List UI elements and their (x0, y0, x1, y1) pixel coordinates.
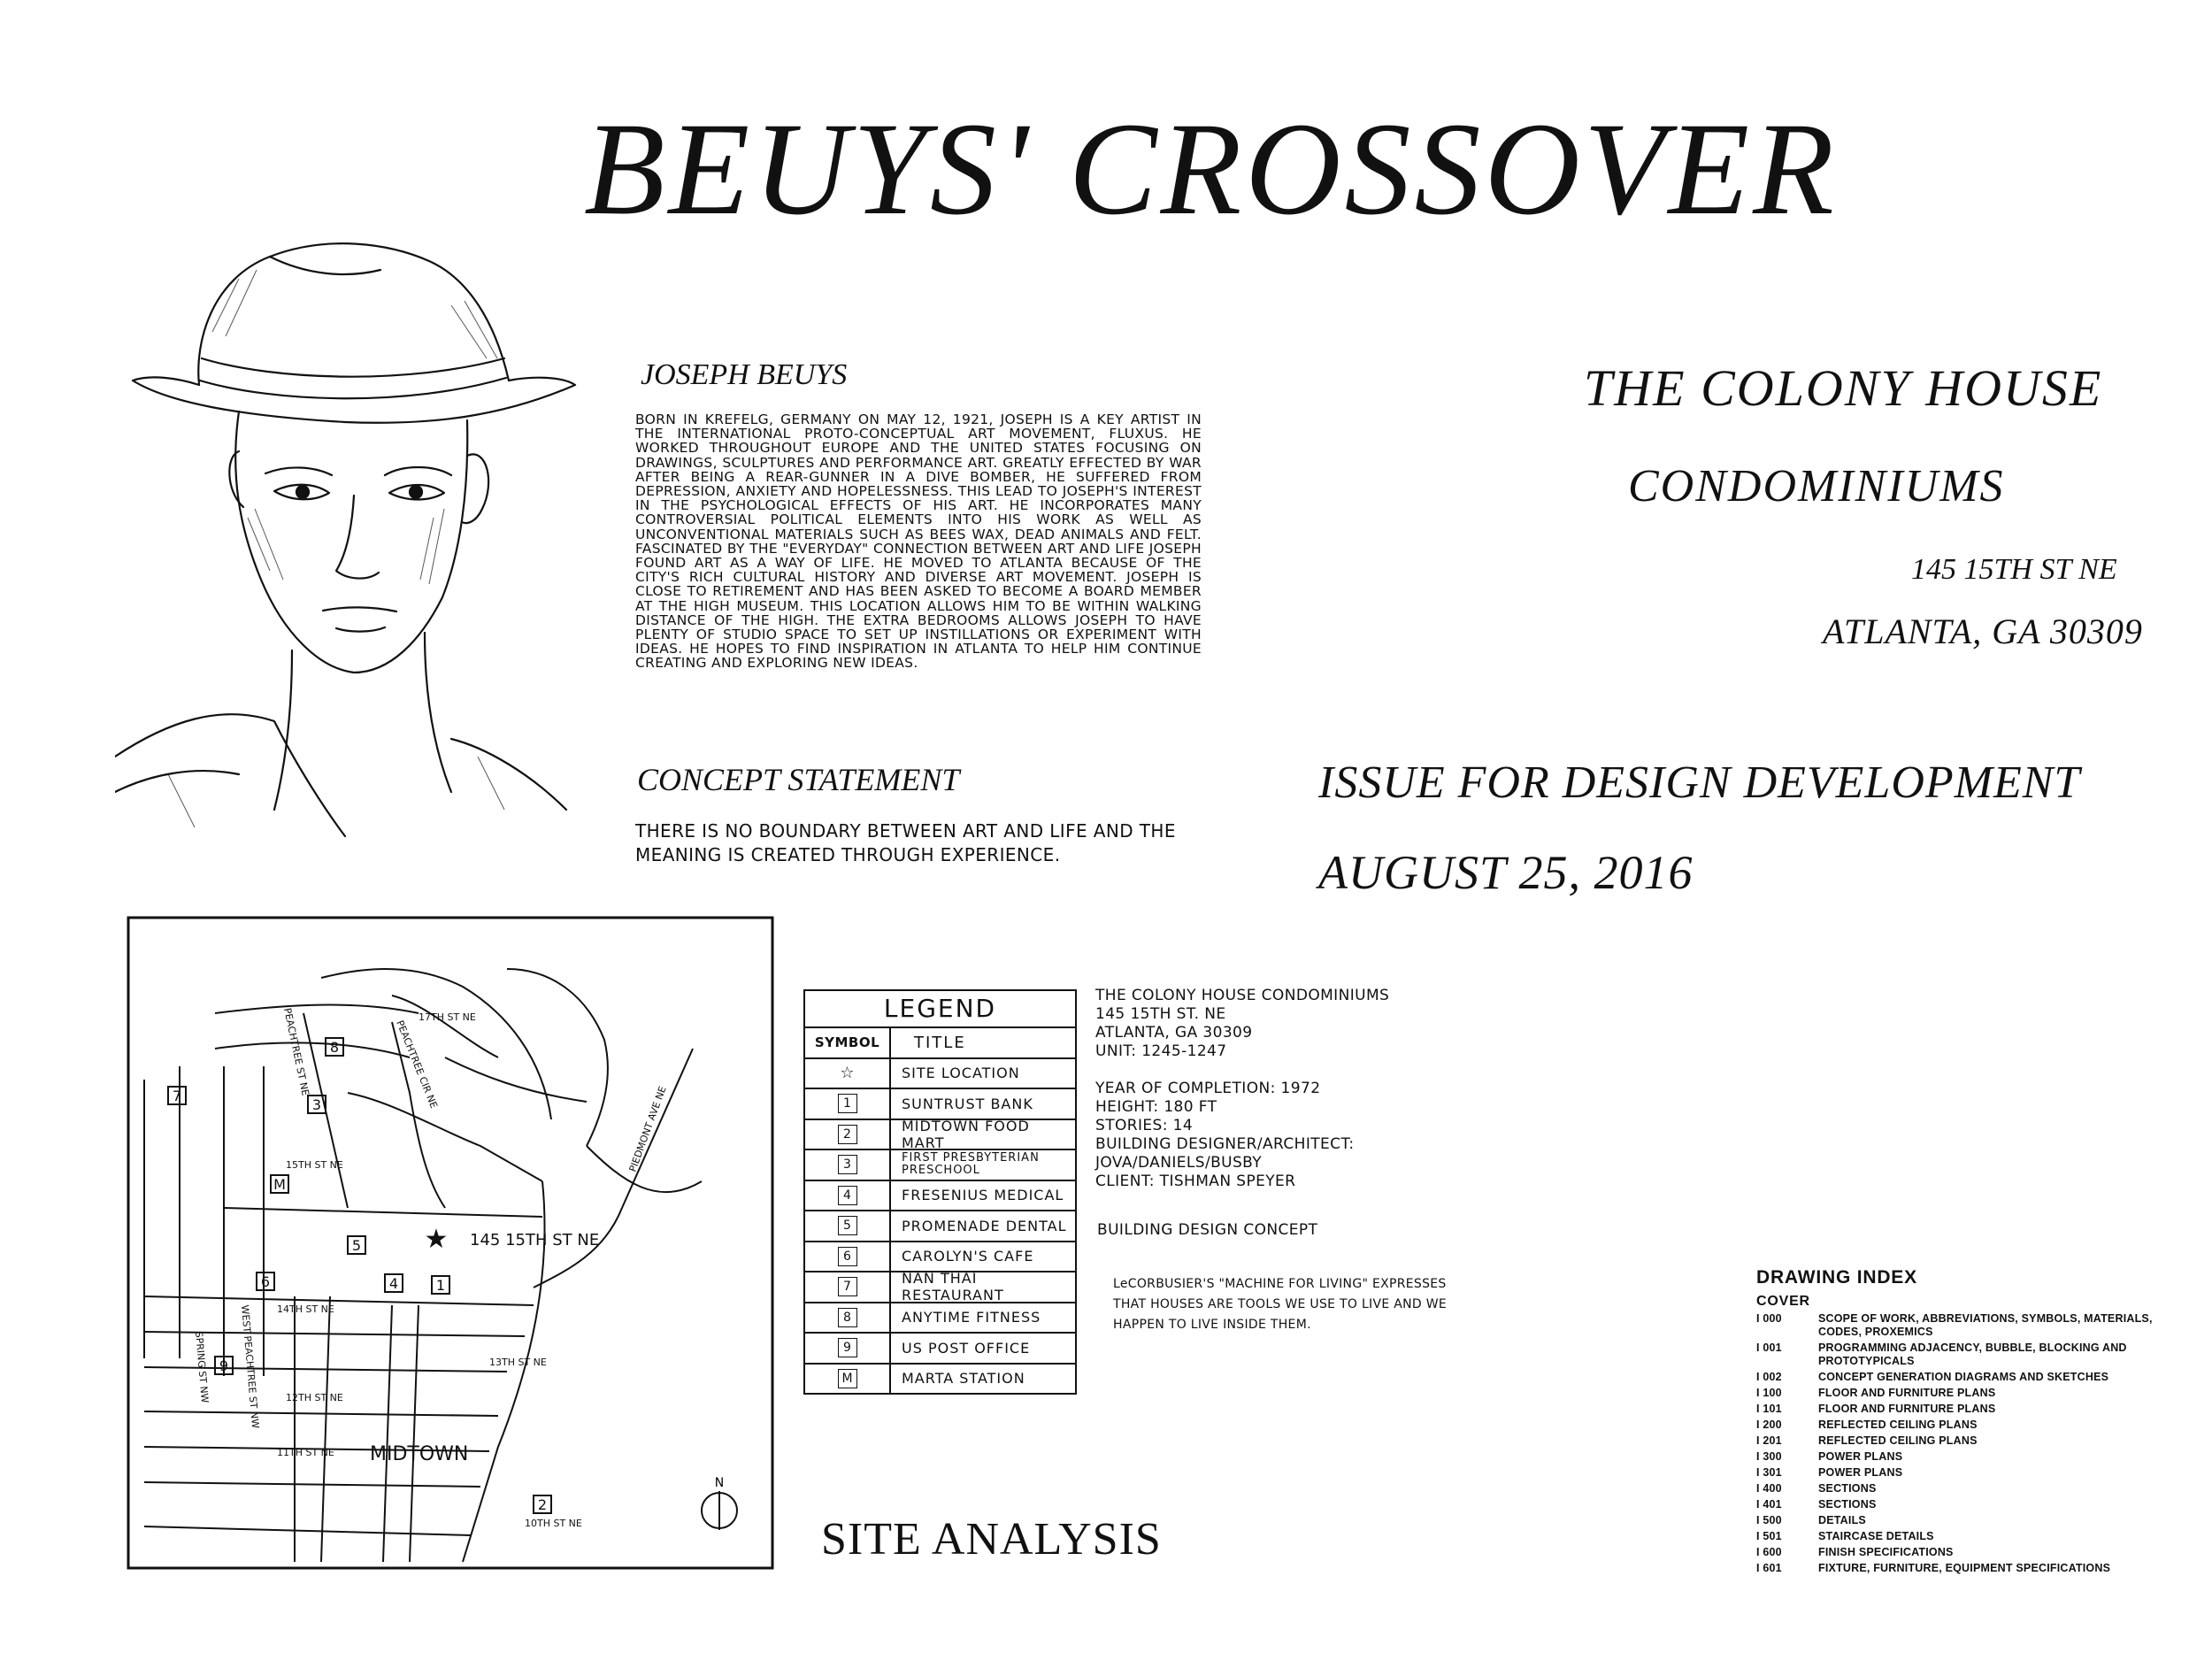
legend-symbol: 9 (838, 1338, 857, 1357)
legend-symbol: M (838, 1369, 857, 1388)
street-label-piedmont: PIEDMONT AVE NE (626, 1084, 669, 1174)
legend-row (805, 1211, 1075, 1242)
drawing-index-row (1756, 1342, 2172, 1368)
street-label-west-peachtree: WEST PEACHTREE ST NW (239, 1304, 262, 1429)
legend-symbol: 2 (838, 1125, 857, 1144)
info-year: YEAR OF COMPLETION: 1972 (1095, 1080, 1321, 1097)
legend-row (805, 1365, 1075, 1394)
map-marker-5: 5 (351, 1237, 362, 1254)
drawing-index-row (1756, 1482, 2172, 1495)
sheet-code: I 300 (1756, 1450, 1782, 1463)
legend-symbol: 3 (838, 1155, 857, 1174)
sheet-code: I 200 (1756, 1419, 1782, 1431)
street-label-15th: 15TH ST NE (286, 1159, 343, 1171)
street-label-12th: 12TH ST NE (286, 1392, 343, 1403)
sheet-desc: FIXTURE, FURNITURE, EQUIPMENT SPECIFICATIONS (1818, 1562, 2111, 1574)
drawing-index-cover: COVER (1756, 1294, 1810, 1309)
street-label-peachtree-cir: PEACHTREE CIR NE (394, 1019, 440, 1111)
legend-row-title: NAN THAI RESTAURANT (902, 1270, 1004, 1304)
building-info (1095, 987, 1485, 1191)
project-name-line2: CONDOMINIUMS (1628, 461, 2005, 511)
bio-text: BORN IN KREFELG, GERMANY ON MAY 12, 1921, JOSEPH IS A KEY ARTIST IN THE INTERNATIONAL PROTO-CONCEPTUAL ART MOVEMENT, FLUXUS. HE WORKED THROUGHOUT EUROPE AND THE UNITED STATES FOCUSING ON DRAWINGS, SCULPTURES AND PERFORMANCE ART. GREATLY EFFECTED BY WAR AFTER BEING A REAR-GUNNER IN A DIVE BOMBER, HE SUFFERED FROM DEPRESSION, ANXIETY AND HOPELESSNESS. THIS LEAD TO JOSEPH'S INTEREST IN THE PSYCHOLOGICAL EFFECTS OF HIS ART. HE INCORPORATES MANY CONTROVERSIAL POLITICAL ELEMENTS INTO HIS WORK AS WELL AS UNCONVENTIONAL MATERIALS SUCH AS BEES WAX, DEAD ANIMALS AND FELT. FASCINATED BY THE "EVERYDAY" CONNECTION BETWEEN ART AND LIFE JOSEPH FOUND ART AS A WAY OF LIFE. HE MOVED TO ATLANTA BECAUSE OF THE CITY'S RICH CULTURAL HISTORY AND DIVERSE ART MOVEMENT. JOSEPH IS CLOSE TO RETIREMENT AND HAS BEEN ASKED TO BECOME A BOARD MEMBER AT THE HIGH MUSEUM. THIS LOCATION ALLOWS HIM TO BE WITHIN WALKING DISTANCE OF THE HIGH. THE EXTRA BEDROOMS ALLOWS JOSEPH TO HAVE PLENTY OF STUDIO SPACE TO SET UP INSTILLATIONS OR EXPERIMENT WITH IDEAS. HE HOPES TO FIND INSPIRATION IN ATLANTA TO HELP HIM CONTINUE CREATING AND EXPLORING NEW IDEAS. (635, 411, 1202, 672)
sheet-code: I 000 (1756, 1312, 1782, 1325)
legend-table (803, 989, 1077, 1395)
legend-symbol: 1 (838, 1094, 857, 1113)
sheet-code: I 201 (1756, 1434, 1782, 1447)
sheet-desc: FLOOR AND FURNITURE PLANS (1818, 1403, 1996, 1415)
sheet-code: I 101 (1756, 1403, 1782, 1415)
drawing-index-title: DRAWING INDEX (1756, 1267, 1917, 1288)
sheet-desc: FINISH SPECIFICATIONS (1818, 1546, 1954, 1558)
site-star-icon: ★ (424, 1225, 449, 1254)
map-streets (144, 969, 702, 1562)
sheet-desc: FLOOR AND FURNITURE PLANS (1818, 1387, 1996, 1399)
drawing-index-row (1756, 1562, 2172, 1575)
legend-row (805, 1089, 1075, 1120)
drawing-index (1756, 1267, 2172, 1575)
info-architect: BUILDING DESIGNER/ARCHITECT: JOVA/DANIELS/BUSBY (1095, 1135, 1355, 1172)
sheet-code: I 100 (1756, 1387, 1782, 1399)
street-label-14th: 14TH ST NE (277, 1303, 334, 1315)
map-marker-1: 1 (435, 1277, 446, 1294)
sheet-desc: SECTIONS (1818, 1482, 1877, 1495)
info-city: ATLANTA, GA 30309 (1095, 1024, 1253, 1042)
project-address-street: 145 15TH ST NE (1911, 553, 2117, 586)
legend-row-title: CAROLYN'S CAFE (902, 1248, 1034, 1265)
legend-symbol: 8 (838, 1308, 857, 1327)
street-label-13th: 13TH ST NE (489, 1357, 547, 1368)
sheet-desc: CONCEPT GENERATION DIAGRAMS AND SKETCHES (1818, 1371, 2109, 1383)
drawing-index-row (1756, 1514, 2172, 1527)
portrait-illustration (115, 226, 611, 845)
sheet-code: I 001 (1756, 1342, 1782, 1354)
legend-row-title: SUNTRUST BANK (902, 1095, 1033, 1112)
project-name-line1: THE COLONY HOUSE (1584, 359, 2103, 417)
legend-row (805, 1303, 1075, 1334)
issue-status: ISSUE FOR DESIGN DEVELOPMENT (1318, 757, 2081, 808)
star-icon: ☆ (805, 1059, 891, 1088)
legend-symbol: 5 (838, 1216, 857, 1235)
sheet-code: I 601 (1756, 1562, 1782, 1574)
legend-row-title: PROMENADE DENTAL (902, 1217, 1067, 1234)
legend-title: LEGEND (805, 991, 1075, 1028)
issue-date: AUGUST 25, 2016 (1318, 846, 1694, 899)
sheet-desc: PROGRAMMING ADJACENCY, BUBBLE, BLOCKING AND PROTOTYPICALS (1818, 1342, 2127, 1367)
sheet-desc: REFLECTED CEILING PLANS (1818, 1434, 1978, 1447)
sheet-desc: POWER PLANS (1818, 1450, 1903, 1463)
legend-row (805, 1272, 1075, 1303)
sheet-code: I 500 (1756, 1514, 1782, 1526)
north-label: N (714, 1476, 725, 1490)
district-label: MIDTOWN (370, 1443, 469, 1465)
board-title: BEUYS' CROSSOVER (584, 96, 1838, 242)
legend-row (805, 1150, 1075, 1181)
info-stories: STORIES: 14 (1095, 1117, 1194, 1134)
legend-header-row (805, 1028, 1075, 1059)
drawing-index-row (1756, 1387, 2172, 1400)
project-address-city: ATLANTA, GA 30309 (1823, 611, 2143, 651)
map-marker-4: 4 (388, 1275, 399, 1292)
street-label-spring: SPRING ST NW (193, 1331, 211, 1404)
legend-row (805, 1117, 1075, 1151)
sheet-code: I 600 (1756, 1546, 1782, 1558)
legend-row-title: SITE LOCATION (902, 1065, 1020, 1082)
drawing-index-row (1756, 1450, 2172, 1464)
drawing-index-row (1756, 1312, 2172, 1339)
map-marker-3: 3 (311, 1096, 322, 1113)
sheet-code: I 301 (1756, 1466, 1782, 1479)
drawing-index-row (1756, 1546, 2172, 1559)
drawing-index-row (1756, 1403, 2172, 1416)
legend-row-title: FIRST PRESBYTERIAN PRESCHOOL (902, 1151, 1040, 1178)
info-client: CLIENT: TISHMAN SPEYER (1095, 1172, 1296, 1190)
legend-symbol: 7 (838, 1277, 857, 1296)
legend-row-title: MIDTOWN FOOD MART (902, 1117, 1030, 1151)
map-marker-9: 9 (219, 1357, 229, 1374)
site-map (127, 916, 775, 1571)
legend-col-symbol: SYMBOL (805, 1028, 891, 1057)
street-label-17th: 17TH ST NE (419, 1011, 476, 1023)
legend-symbol: 6 (838, 1247, 857, 1266)
legend-row-title: ANYTIME FITNESS (902, 1309, 1041, 1326)
info-height: HEIGHT: 180 FT (1095, 1098, 1217, 1116)
concept-text: THERE IS NO BOUNDARY BETWEEN ART AND LIFE AND THE MEANING IS CREATED THROUGH EXPERIENCE. (635, 820, 1176, 865)
sheet-desc: SCOPE OF WORK, ABBREVIATIONS, SYMBOLS, MATERIALS, CODES, PROXEMICS (1818, 1312, 2153, 1338)
legend-row-title: MARTA STATION (902, 1370, 1025, 1388)
site-analysis-title: SITE ANALYSIS (821, 1514, 1162, 1565)
legend-symbol: 4 (838, 1186, 857, 1205)
site-address-label: 145 15TH ST NE (470, 1231, 600, 1249)
street-label-11th: 11TH ST NE (277, 1447, 334, 1458)
building-concept-note: LeCORBUSIER'S "MACHINE FOR LIVING" EXPRESSES THAT HOUSES ARE TOOLS WE USE TO LIVE AND WE HAPPEN TO LIVE INSIDE THEM. (1113, 1277, 1448, 1332)
concept-heading: CONCEPT STATEMENT (637, 762, 960, 797)
sheet-desc: DETAILS (1818, 1514, 1866, 1526)
map-marker-2: 2 (537, 1496, 548, 1513)
drawing-index-row (1756, 1466, 2172, 1480)
sheet-desc: REFLECTED CEILING PLANS (1818, 1419, 1978, 1431)
bio-heading: JOSEPH BEUYS (641, 358, 848, 391)
info-name: THE COLONY HOUSE CONDOMINIUMS (1095, 987, 1390, 1004)
sheet-code: I 400 (1756, 1482, 1782, 1495)
legend-row-title: FRESENIUS MEDICAL (902, 1187, 1064, 1204)
sheet-code: I 401 (1756, 1498, 1782, 1511)
drawing-index-row (1756, 1498, 2172, 1511)
sheet-desc: SECTIONS (1818, 1498, 1877, 1511)
building-concept-heading: BUILDING DESIGN CONCEPT (1097, 1221, 1318, 1239)
drawing-index-row (1756, 1371, 2172, 1384)
info-street: 145 15TH ST. NE (1095, 1005, 1226, 1023)
map-marker-7: 7 (172, 1088, 182, 1104)
map-marker-6: 6 (260, 1273, 271, 1290)
legend-col-title: TITLE (914, 1033, 966, 1052)
street-label-10th: 10TH ST NE (525, 1518, 582, 1529)
map-marker-m: M (273, 1176, 286, 1193)
legend-row (805, 1242, 1075, 1273)
legend-row-title: US POST OFFICE (902, 1339, 1031, 1357)
legend-row (805, 1181, 1075, 1212)
info-unit: UNIT: 1245-1247 (1095, 1042, 1227, 1060)
sheet-desc: POWER PLANS (1818, 1466, 1903, 1479)
sheet-code: I 501 (1756, 1530, 1782, 1542)
street-label-peachtree: PEACHTREE ST NE (281, 1006, 311, 1097)
sheet-desc: STAIRCASE DETAILS (1818, 1530, 1934, 1542)
drawing-index-row (1756, 1419, 2172, 1432)
legend-row (805, 1334, 1075, 1365)
drawing-index-row (1756, 1530, 2172, 1543)
legend-row (805, 1059, 1075, 1090)
sheet-code: I 002 (1756, 1371, 1782, 1383)
drawing-index-row (1756, 1434, 2172, 1448)
map-marker-8: 8 (329, 1039, 340, 1056)
